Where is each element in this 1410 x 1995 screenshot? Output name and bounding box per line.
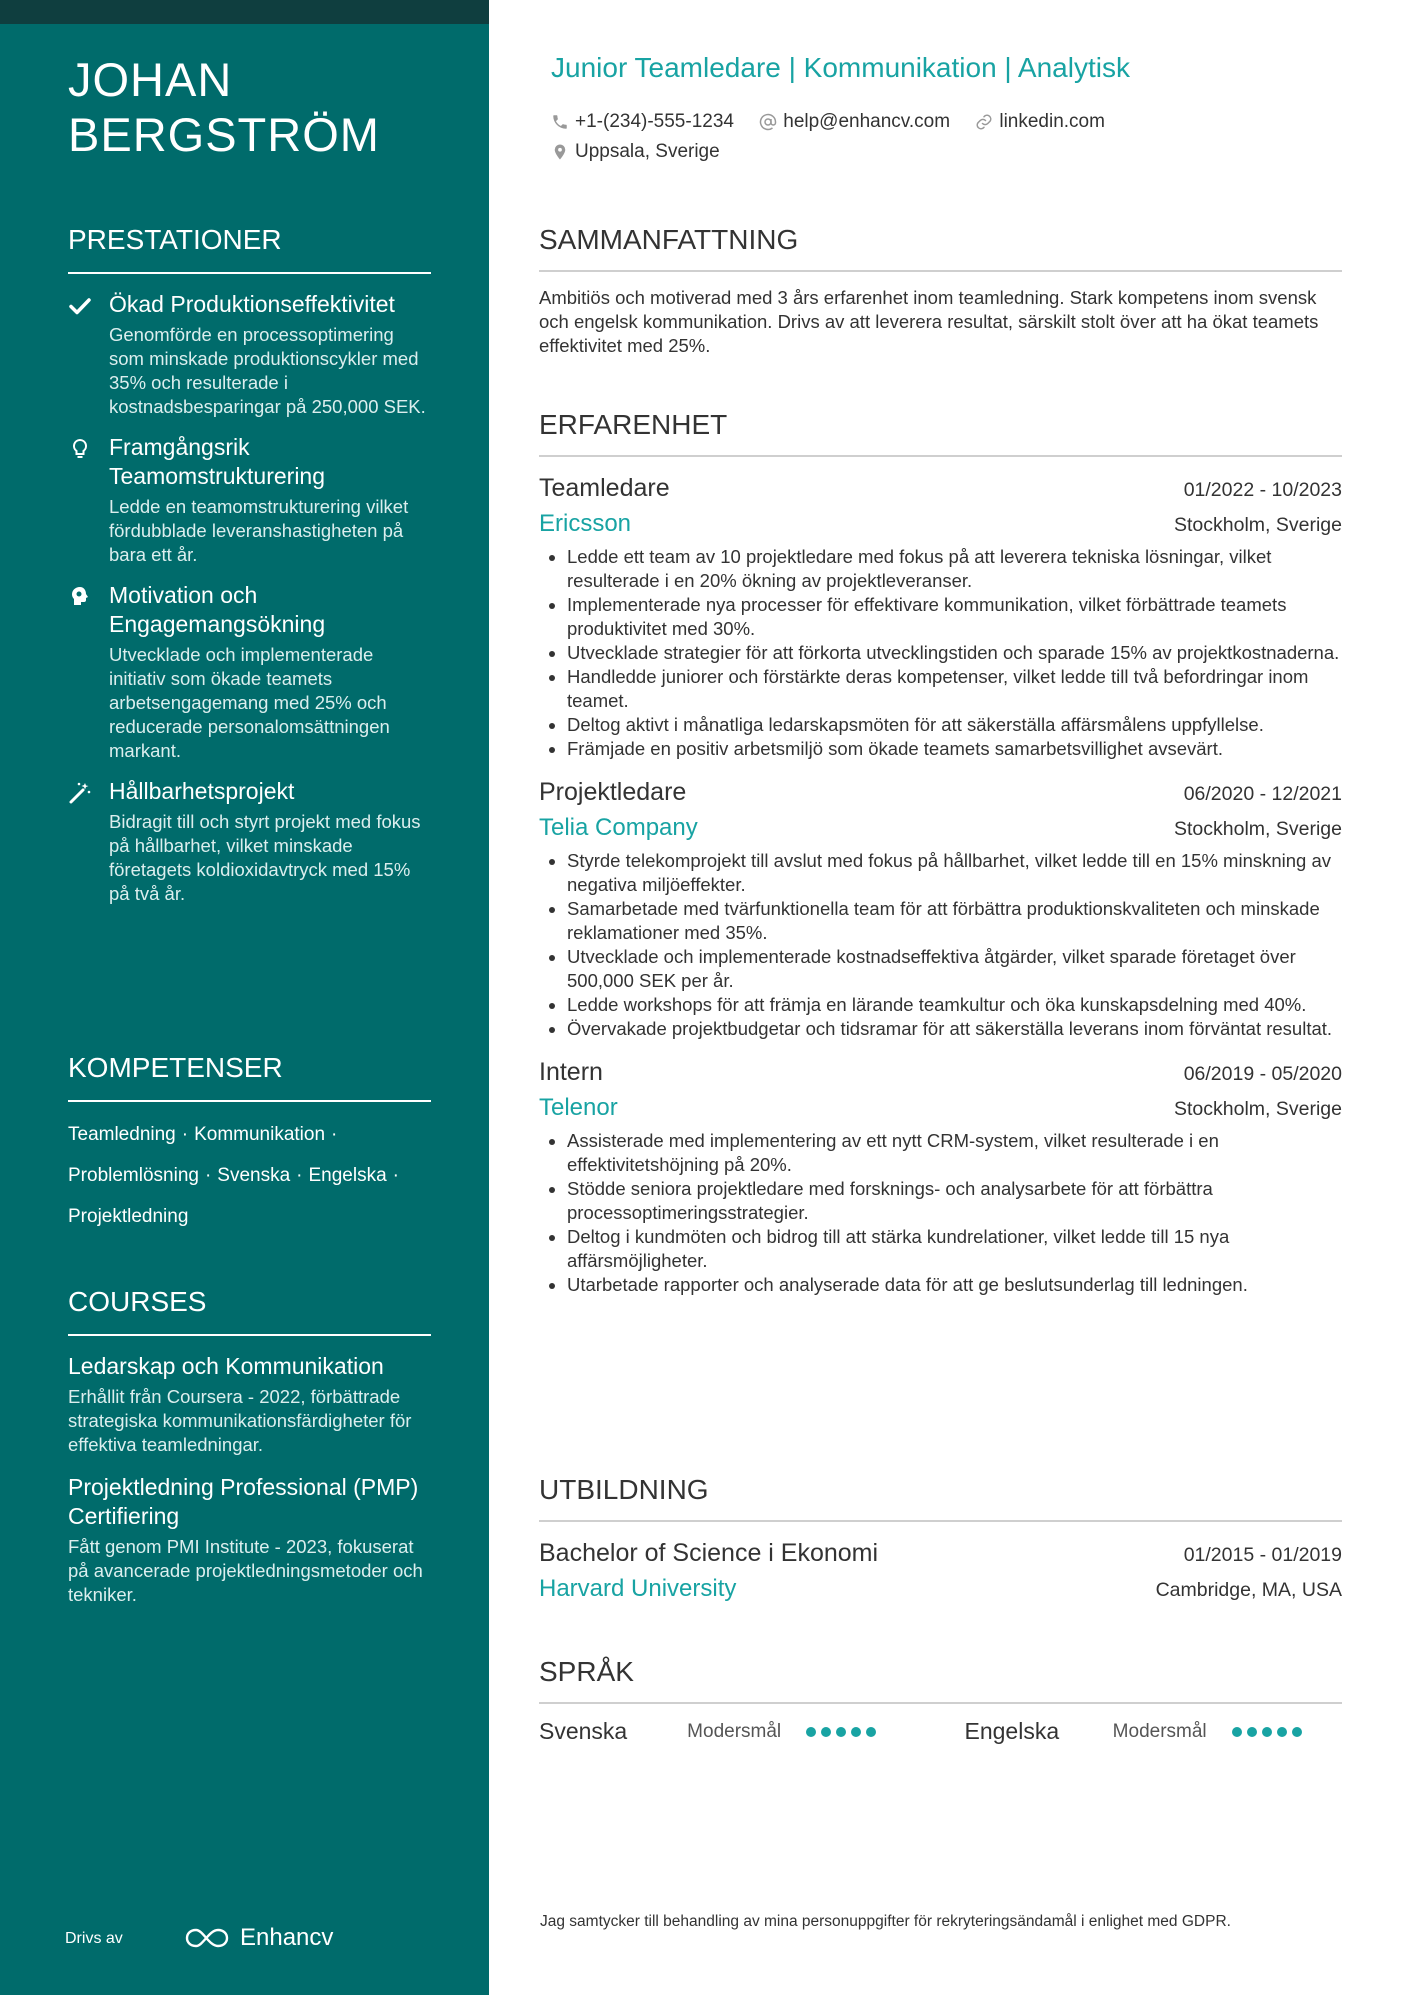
achievement-desc: Ledde en teamomstrukturering vilket fördubblade leveranshastigheten på bara ett år. bbox=[109, 496, 409, 565]
job-location: Stockholm, Sverige bbox=[1174, 1098, 1342, 1120]
linkedin[interactable]: linkedin.com bbox=[975, 107, 1105, 137]
job-dates: 01/2022 - 10/2023 bbox=[1183, 479, 1342, 501]
skills-list: Teamledning · Kommunikation · Problemlösning · Svenska · Engelska · Projektledning bbox=[68, 1124, 399, 1227]
bullet-item: • Utvecklade och implementerade kostnadseffektiva åtgärder, vilket sparade företaget över 500,000 SEK per år. bbox=[567, 945, 1342, 993]
achievement-title: Ökad Produktionseffektivitet bbox=[109, 291, 395, 317]
education-location: Cambridge, MA, USA bbox=[1155, 1579, 1342, 1601]
summary-text: Ambitiös och motiverad med 3 års erfarenhet inom teamledning. Stark kompetens inom svensk och engelsk kommunikation. Drivs av att leverera resultat, särskilt stolt över att ha ökat teamets effektivitet med 25%. bbox=[539, 287, 1319, 356]
brand-logo[interactable] bbox=[184, 1924, 333, 1952]
course-desc: Erhållit från Coursera - 2022, förbättrade strategiska kommunikationsfärdigheter för effektiva teamledningar. bbox=[68, 1386, 412, 1455]
skill-item: Kommunikation bbox=[194, 1124, 326, 1145]
language-rating bbox=[806, 1727, 916, 1737]
job-bullets bbox=[539, 1129, 1342, 1297]
email[interactable]: help@enhancv.com bbox=[759, 107, 950, 137]
sidebar bbox=[0, 0, 489, 1995]
at-icon bbox=[759, 113, 777, 131]
company-name: Telia Company bbox=[539, 814, 698, 841]
skill-item: Projektledning bbox=[68, 1206, 189, 1227]
bullet-item: • Implementerade nya processer för effektivare kommunikation, vilket förbättrade teamets produktivitet med 30%. bbox=[567, 593, 1342, 641]
candidate-name: JOHAN BERGSTRÖM bbox=[68, 53, 380, 161]
location: Uppsala, Sverige bbox=[551, 137, 720, 167]
contact-info bbox=[551, 107, 1331, 167]
bullet-item: • Ledde ett team av 10 projektledare med fokus på att leverera tekniska lösningar, vilket resulterade i en 20% ökning av projektleveranser. bbox=[567, 545, 1342, 593]
job-location: Stockholm, Sverige bbox=[1174, 514, 1342, 536]
gdpr-consent: Jag samtycker till behandling av mina personuppgifter för rekryteringsändamål i enlighet med GDPR. bbox=[540, 1913, 1231, 1930]
bullet-item: • Övervakade projektbudgetar och tidsramar för att säkerställa leverans inom förväntat resultat. bbox=[567, 1017, 1342, 1041]
magic-wand-icon bbox=[68, 781, 92, 805]
languages-section bbox=[539, 1652, 1342, 1745]
skills-title: KOMPETENSER bbox=[68, 1048, 431, 1102]
education-dates: 01/2015 - 01/2019 bbox=[1183, 1544, 1342, 1566]
enhancv-logo-icon bbox=[184, 1926, 230, 1950]
language-level: Modersmål bbox=[1112, 1720, 1207, 1742]
job-entry bbox=[539, 471, 1342, 761]
job-bullets bbox=[539, 545, 1342, 761]
course-title: Projektledning Professional (PMP) Certifiering bbox=[68, 1474, 419, 1529]
achievement-desc: Bidragit till och styrt projekt med fokus på hållbarhet, vilket minskade företagets koldioxidavtryck med 15% på två år. bbox=[109, 811, 421, 904]
job-dates: 06/2019 - 05/2020 bbox=[1183, 1063, 1342, 1085]
achievement-title: Motivation och Engagemangsökning bbox=[109, 582, 326, 637]
rating-dot bbox=[1277, 1727, 1287, 1737]
bullet-item: • Deltog i kundmöten och bidrog till att stärka kundrelationer, vilket ledde till 15 nya affärsmöjligheter. bbox=[567, 1225, 1342, 1273]
achievement-desc: Utvecklade och implementerade initiativ som ökade teamets arbetsengagemang med 25% och reducerade personalomsättningen markant. bbox=[109, 644, 390, 761]
skill-item: Teamledning bbox=[68, 1124, 176, 1145]
achievement-title: Hållbarhetsprojekt bbox=[109, 778, 295, 804]
rating-dot bbox=[1262, 1727, 1272, 1737]
language-level: Modersmål bbox=[687, 1720, 782, 1742]
course-item bbox=[68, 1352, 431, 1457]
powered-by-label: Drivs av bbox=[65, 1930, 123, 1947]
job-entry bbox=[539, 775, 1342, 1041]
courses-title: COURSES bbox=[68, 1282, 431, 1336]
achievements-section bbox=[68, 220, 431, 906]
rating-dot bbox=[1292, 1727, 1302, 1737]
rating-dot bbox=[866, 1727, 876, 1737]
rating-dot bbox=[1232, 1727, 1242, 1737]
skill-item: Svenska bbox=[217, 1165, 291, 1186]
bullet-item: • Främjade en positiv arbetsmiljö som ökade teamets samarbetsvillighet avsevärt. bbox=[567, 737, 1342, 761]
skill-item: Problemlösning bbox=[68, 1165, 199, 1186]
school-name: Harvard University bbox=[539, 1575, 737, 1602]
language-name: Engelska bbox=[964, 1718, 1060, 1744]
achievement-item bbox=[68, 290, 431, 419]
bullet-item: • Assisterade med implementering av ett nytt CRM-system, vilket resulterade i en effektivitetshöjning på 20%. bbox=[567, 1129, 1342, 1177]
bullet-item: • Utvecklade strategier för att förkorta utvecklingstiden och sparade 15% av projektkostnaderna. bbox=[567, 641, 1342, 665]
link-icon bbox=[975, 113, 993, 131]
experience-title: ERFARENHET bbox=[539, 405, 1342, 457]
job-location: Stockholm, Sverige bbox=[1174, 818, 1342, 840]
course-desc: Fått genom PMI Institute - 2023, fokuserat på avancerade projektledningsmetoder och tekniker. bbox=[68, 1536, 423, 1605]
rating-dot bbox=[836, 1727, 846, 1737]
education-section bbox=[539, 1470, 1342, 1608]
language-name: Svenska bbox=[539, 1718, 628, 1744]
job-entry bbox=[539, 1055, 1342, 1297]
sidebar-top-bar bbox=[0, 0, 489, 24]
achievement-item bbox=[68, 433, 431, 567]
bullet-item: • Handledde juniorer och förstärkte deras kompetenser, vilket ledde till två befordringar inom teamet. bbox=[567, 665, 1342, 713]
phone-icon bbox=[551, 113, 569, 131]
lightbulb-icon bbox=[68, 437, 92, 461]
achievement-item bbox=[68, 581, 431, 763]
summary-title: SAMMANFATTNING bbox=[539, 220, 1342, 272]
bullet-item: • Stödde seniora projektledare med forsknings- och analysarbete för att förbättra processoptimeringsstrategier. bbox=[567, 1177, 1342, 1225]
phone[interactable]: +1-(234)-555-1234 bbox=[551, 107, 734, 137]
job-title: Projektledare bbox=[539, 778, 687, 806]
brain-icon bbox=[68, 585, 92, 609]
achievement-desc: Genomförde en processoptimering som minskade produktionscykler med 35% och resulterade i kostnadsbesparingar på 250,000 SEK. bbox=[109, 324, 426, 417]
experience-section bbox=[539, 405, 1342, 1297]
achievement-title: Framgångsrik Teamomstrukturering bbox=[109, 434, 326, 489]
languages-title: SPRÅK bbox=[539, 1652, 1342, 1704]
company-name: Telenor bbox=[539, 1094, 618, 1121]
course-item bbox=[68, 1473, 431, 1607]
bullet-item: • Deltog aktivt i månatliga ledarskapsmöten för att säkerställa affärsmålens uppfyllelse. bbox=[567, 713, 1342, 737]
rating-dot bbox=[806, 1727, 816, 1737]
summary-section bbox=[539, 220, 1342, 358]
skills-section bbox=[68, 1048, 431, 1237]
location-pin-icon bbox=[551, 143, 569, 161]
job-title: Teamledare bbox=[539, 474, 670, 502]
job-title: Intern bbox=[539, 1058, 603, 1086]
job-bullets bbox=[539, 849, 1342, 1041]
check-icon bbox=[68, 294, 92, 318]
job-dates: 06/2020 - 12/2021 bbox=[1183, 783, 1342, 805]
language-rating bbox=[1232, 1727, 1342, 1737]
degree: Bachelor of Science i Ekonomi bbox=[539, 1539, 879, 1567]
achievement-item bbox=[68, 777, 431, 906]
education-entry bbox=[539, 1536, 1342, 1608]
company-name: Ericsson bbox=[539, 510, 632, 537]
bullet-item: • Ledde workshops för att främja en lärande teamkultur och öka kunskapsdelning med 40%. bbox=[567, 993, 1342, 1017]
rating-dot bbox=[851, 1727, 861, 1737]
achievements-title: PRESTATIONER bbox=[68, 220, 431, 274]
languages-row bbox=[539, 1718, 1342, 1745]
bullet-item: • Samarbetade med tvärfunktionella team för att förbättra produktionskvaliteten och minskade reklamationer med 35%. bbox=[567, 897, 1342, 945]
brand-name: Enhancv bbox=[240, 1924, 334, 1951]
rating-dot bbox=[1247, 1727, 1257, 1737]
rating-dot bbox=[821, 1727, 831, 1737]
bullet-item: • Utarbetade rapporter och analyserade data för att ge beslutsunderlag till ledningen. bbox=[567, 1273, 1342, 1297]
education-title: UTBILDNING bbox=[539, 1470, 1342, 1522]
bullet-item: • Styrde telekomprojekt till avslut med fokus på hållbarhet, vilket ledde till en 15% minskning av negativa miljöeffekter. bbox=[567, 849, 1342, 897]
course-title: Ledarskap och Kommunikation bbox=[68, 1353, 384, 1379]
skill-item: Engelska bbox=[308, 1165, 387, 1186]
headline: Junior Teamledare | Kommunikation | Analytisk bbox=[551, 52, 1130, 83]
courses-section bbox=[68, 1282, 431, 1607]
